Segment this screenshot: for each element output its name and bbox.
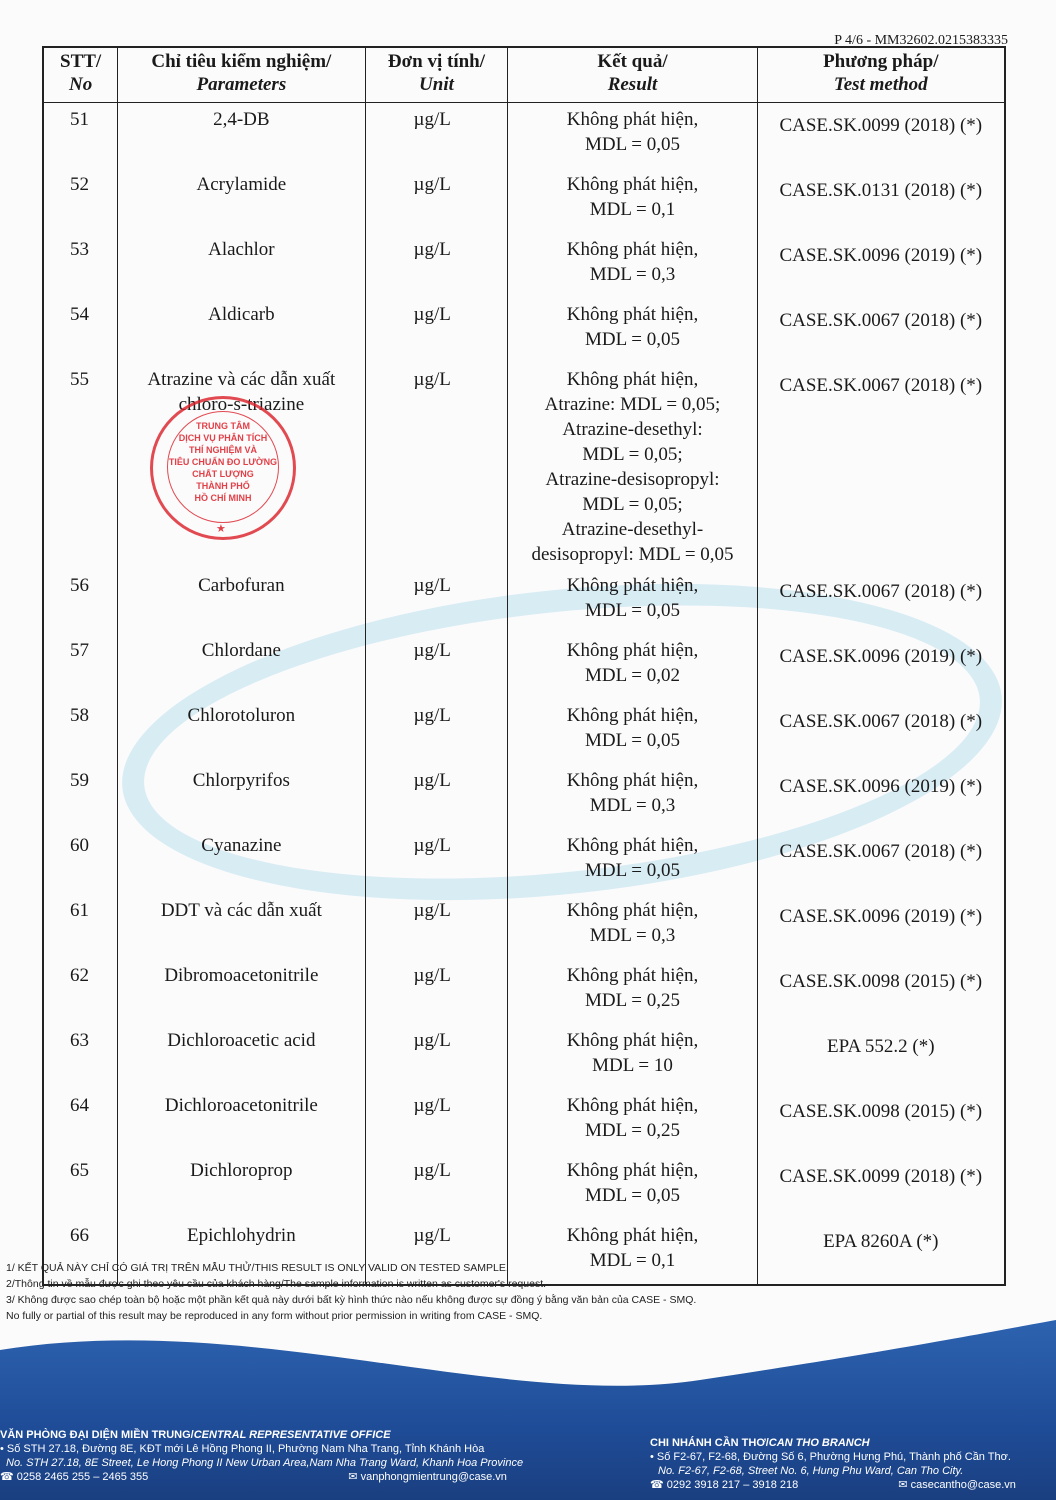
cell-result: Không phát hiện, MDL = 0,05 — [508, 298, 757, 363]
cantho-phone: 0292 3918 217 – 3918 218 — [666, 1479, 799, 1491]
email-icon: ✉ — [348, 1471, 358, 1483]
stamp-line: THÍ NGHIỆM VÀ — [188, 445, 257, 455]
cell-param: DDT và các dẫn xuất — [118, 894, 365, 959]
header-en: Unit — [419, 74, 454, 95]
cell-no: 65 — [43, 1154, 118, 1219]
cell-unit: µg/L — [365, 168, 508, 233]
column-header — [43, 47, 118, 103]
table-row — [43, 634, 1005, 699]
page-reference: P 4/6 - MM32602.0215383335 — [834, 33, 1008, 48]
location-icon: • — [650, 1451, 654, 1463]
cell-no: 53 — [43, 233, 118, 298]
cell-no: 52 — [43, 168, 118, 233]
central-address-en: No. STH 27.18, 8E Street, Le Hong Phong II New Urban Area,Nam Nha Trang Ward, Khanh Hoa Province — [6, 1457, 524, 1469]
central-phone: 0258 2465 255 – 2465 355 — [16, 1471, 149, 1483]
cell-param: Alachlor — [118, 233, 365, 298]
cell-method: CASE.SK.0098 (2015) (*) — [757, 959, 1005, 1024]
note-line: No fully or partial of this result may be reproduced in any form without prior permission in writing from CASE - SMQ. — [6, 1310, 543, 1322]
cell-method: CASE.SK.0067 (2018) (*) — [757, 829, 1005, 894]
header-vi: Chỉ tiêu kiểm nghiệm/ — [151, 51, 332, 72]
cell-result: Không phát hiện, MDL = 0,05 — [508, 699, 757, 764]
header-en: Test method — [833, 74, 928, 95]
cantho-title-vi: CHI NHÁNH CẦN THƠ/ — [650, 1437, 769, 1449]
cell-result: Không phát hiện, MDL = 0,05 — [508, 1154, 757, 1219]
cell-unit: µg/L — [365, 1024, 508, 1089]
table-row — [43, 764, 1005, 829]
table-row — [43, 233, 1005, 298]
cantho-address-en: No. F2-67, F2-68, Street No. 6, Hung Phu Ward, Can Tho City. — [658, 1465, 964, 1477]
cell-param: 2,4-DB — [118, 103, 365, 169]
cell-no: 55 — [43, 363, 118, 569]
table-row — [43, 298, 1005, 363]
cell-param: Dichloroacetic acid — [118, 1024, 365, 1089]
cantho-title-en: CAN THO BRANCH — [768, 1437, 870, 1449]
cell-method: CASE.SK.0099 (2018) (*) — [757, 103, 1005, 169]
cell-param: Dichloroacetonitrile — [118, 1089, 365, 1154]
column-header — [365, 47, 508, 103]
note-line: 2/Thông tin về mẫu được ghi theo yêu cầu của khách hàng/The sample information is written as customer's request. — [6, 1278, 547, 1290]
cell-result: Không phát hiện, MDL = 0,1 — [508, 168, 757, 233]
table-row — [43, 168, 1005, 233]
cell-unit: µg/L — [365, 1219, 508, 1285]
cell-unit: µg/L — [365, 829, 508, 894]
cell-method: CASE.SK.0067 (2018) (*) — [757, 569, 1005, 634]
stamp-line: THÀNH PHỐ — [196, 481, 250, 491]
phone-icon: ☎ — [0, 1471, 14, 1483]
star-icon: ★ — [216, 523, 226, 535]
cell-result: Không phát hiện, MDL = 0,05 — [508, 829, 757, 894]
central-address-vi: Số STH 27.18, Đường 8E, KĐT mới Lê Hồng Phong II, Phường Nam Nha Trang, Tỉnh Khánh Hòa — [6, 1443, 485, 1455]
header-en: No — [68, 74, 93, 95]
cell-unit: µg/L — [365, 634, 508, 699]
official-stamp — [150, 396, 296, 540]
cell-result: Không phát hiện, MDL = 0,05 — [508, 103, 757, 169]
cell-no: 61 — [43, 894, 118, 959]
cell-unit: µg/L — [365, 1089, 508, 1154]
cell-param: Carbofuran — [118, 569, 365, 634]
cell-result: Không phát hiện, MDL = 0,1 — [508, 1219, 757, 1285]
header-vi: Kết quả/ — [597, 51, 668, 72]
header-vi: STT/ — [60, 51, 102, 72]
cell-result: Không phát hiện, MDL = 0,02 — [508, 634, 757, 699]
stamp-line: HỒ CHÍ MINH — [194, 493, 252, 503]
cell-param: Atrazine và các dẫn xuất chloro-s-triazine — [118, 363, 365, 569]
cell-no: 60 — [43, 829, 118, 894]
cell-result: Không phát hiện, MDL = 0,05 — [508, 569, 757, 634]
cell-param: Dibromoacetonitrile — [118, 959, 365, 1024]
cell-method: CASE.SK.0067 (2018) (*) — [757, 699, 1005, 764]
column-header — [118, 47, 365, 103]
cell-unit: µg/L — [365, 363, 508, 569]
table-row — [43, 1154, 1005, 1219]
cell-no: 54 — [43, 298, 118, 363]
cantho-email[interactable]: casecantho@case.vn — [910, 1479, 1016, 1491]
location-icon: • — [0, 1443, 4, 1455]
cell-no: 51 — [43, 103, 118, 169]
cell-method: CASE.SK.0067 (2018) (*) — [757, 363, 1005, 569]
cell-param: Acrylamide — [118, 168, 365, 233]
cell-no: 58 — [43, 699, 118, 764]
notes — [6, 1260, 696, 1324]
cell-unit: µg/L — [365, 298, 508, 363]
cell-method: CASE.SK.0096 (2019) (*) — [757, 894, 1005, 959]
stamp-line: TRUNG TÂM — [196, 421, 250, 431]
column-header — [757, 47, 1005, 103]
cell-no: 64 — [43, 1089, 118, 1154]
note-line: 3/ Không được sao chép toàn bộ hoặc một phần kết quả này dưới bất kỳ hình thức nào nếu không được sự đồng ý bằng văn bản của CASE - SMQ. — [6, 1294, 697, 1306]
central-email[interactable]: vanphongmientrung@case.vn — [360, 1471, 507, 1483]
cell-unit: µg/L — [365, 1154, 508, 1219]
cell-unit: µg/L — [365, 103, 508, 169]
column-header — [508, 47, 757, 103]
header-en: Parameters — [196, 74, 287, 95]
table-row — [43, 1024, 1005, 1089]
cell-no: 59 — [43, 764, 118, 829]
cell-param: Dichloroprop — [118, 1154, 365, 1219]
table-row — [43, 699, 1005, 764]
cell-method: CASE.SK.0096 (2019) (*) — [757, 634, 1005, 699]
cell-param: Chlordane — [118, 634, 365, 699]
cell-no: 66 — [43, 1219, 118, 1285]
cell-method: CASE.SK.0096 (2019) (*) — [757, 233, 1005, 298]
cell-method: CASE.SK.0098 (2015) (*) — [757, 1089, 1005, 1154]
cantho-address-vi: Số F2-67, F2-68, Đường Số 6, Phường Hưng Phú, Thành phố Cần Thơ. — [656, 1451, 1011, 1463]
cell-unit: µg/L — [365, 699, 508, 764]
cell-no: 62 — [43, 959, 118, 1024]
cell-result: Không phát hiện, MDL = 10 — [508, 1024, 757, 1089]
cell-no: 57 — [43, 634, 118, 699]
table-row — [43, 894, 1005, 959]
phone-icon: ☎ — [650, 1479, 664, 1491]
cell-no: 63 — [43, 1024, 118, 1089]
table-row — [43, 1089, 1005, 1154]
stamp-inner-text — [167, 411, 279, 523]
table-row — [43, 103, 1005, 169]
cell-param: Cyanazine — [118, 829, 365, 894]
stamp-line: TIÊU CHUẨN ĐO LƯỜNG — [168, 457, 278, 467]
stamp-line: DỊCH VỤ PHÂN TÍCH — [178, 433, 268, 443]
cantho-branch — [650, 1436, 1016, 1492]
central-office — [0, 1428, 523, 1484]
cell-result: Không phát hiện, MDL = 0,25 — [508, 1089, 757, 1154]
cell-method: CASE.SK.0067 (2018) (*) — [757, 298, 1005, 363]
cell-result: Không phát hiện, MDL = 0,3 — [508, 894, 757, 959]
cell-result: Không phát hiện, MDL = 0,3 — [508, 764, 757, 829]
cell-param: Aldicarb — [118, 298, 365, 363]
table-row — [43, 829, 1005, 894]
header-vi: Phương pháp/ — [823, 51, 939, 72]
note-line: 1/ KẾT QUẢ NÀY CHỈ CÓ GIÁ TRỊ TRÊN MẪU THỬ/THIS RESULT IS ONLY VALID ON TESTED SAMPLE. — [6, 1262, 509, 1274]
table-row — [43, 569, 1005, 634]
cell-unit: µg/L — [365, 233, 508, 298]
cell-unit: µg/L — [365, 959, 508, 1024]
cell-method: CASE.SK.0096 (2019) (*) — [757, 764, 1005, 829]
cell-unit: µg/L — [365, 764, 508, 829]
header-en: Result — [607, 74, 658, 95]
cell-unit: µg/L — [365, 894, 508, 959]
central-title-vi: VĂN PHÒNG ĐẠI DIỆN MIỀN TRUNG/ — [0, 1429, 194, 1441]
cell-unit: µg/L — [365, 569, 508, 634]
cell-method: CASE.SK.0131 (2018) (*) — [757, 168, 1005, 233]
cell-no: 56 — [43, 569, 118, 634]
results-table — [42, 46, 1006, 1286]
stamp-line: CHẤT LƯỢNG — [192, 469, 254, 479]
cell-param: Epichlohydrin — [118, 1219, 365, 1285]
cell-method: EPA 8260A (*) — [757, 1219, 1005, 1285]
cell-result: Không phát hiện, MDL = 0,3 — [508, 233, 757, 298]
cell-result: Không phát hiện, Atrazine: MDL = 0,05; Atrazine-desethyl: MDL = 0,05; Atrazine-desisopropyl: MDL = 0,05; Atrazine-desethyl- desisopropyl: MDL = 0,05 — [508, 363, 757, 569]
table-row — [43, 959, 1005, 1024]
cell-method: CASE.SK.0099 (2018) (*) — [757, 1154, 1005, 1219]
cell-method: EPA 552.2 (*) — [757, 1024, 1005, 1089]
central-title-en: CENTRAL REPRESENTATIVE OFFICE — [193, 1429, 391, 1441]
cell-param: Chlorotoluron — [118, 699, 365, 764]
header-vi: Đơn vị tính/ — [387, 51, 486, 72]
email-icon: ✉ — [898, 1479, 908, 1491]
cell-result: Không phát hiện, MDL = 0,25 — [508, 959, 757, 1024]
cell-param: Chlorpyrifos — [118, 764, 365, 829]
